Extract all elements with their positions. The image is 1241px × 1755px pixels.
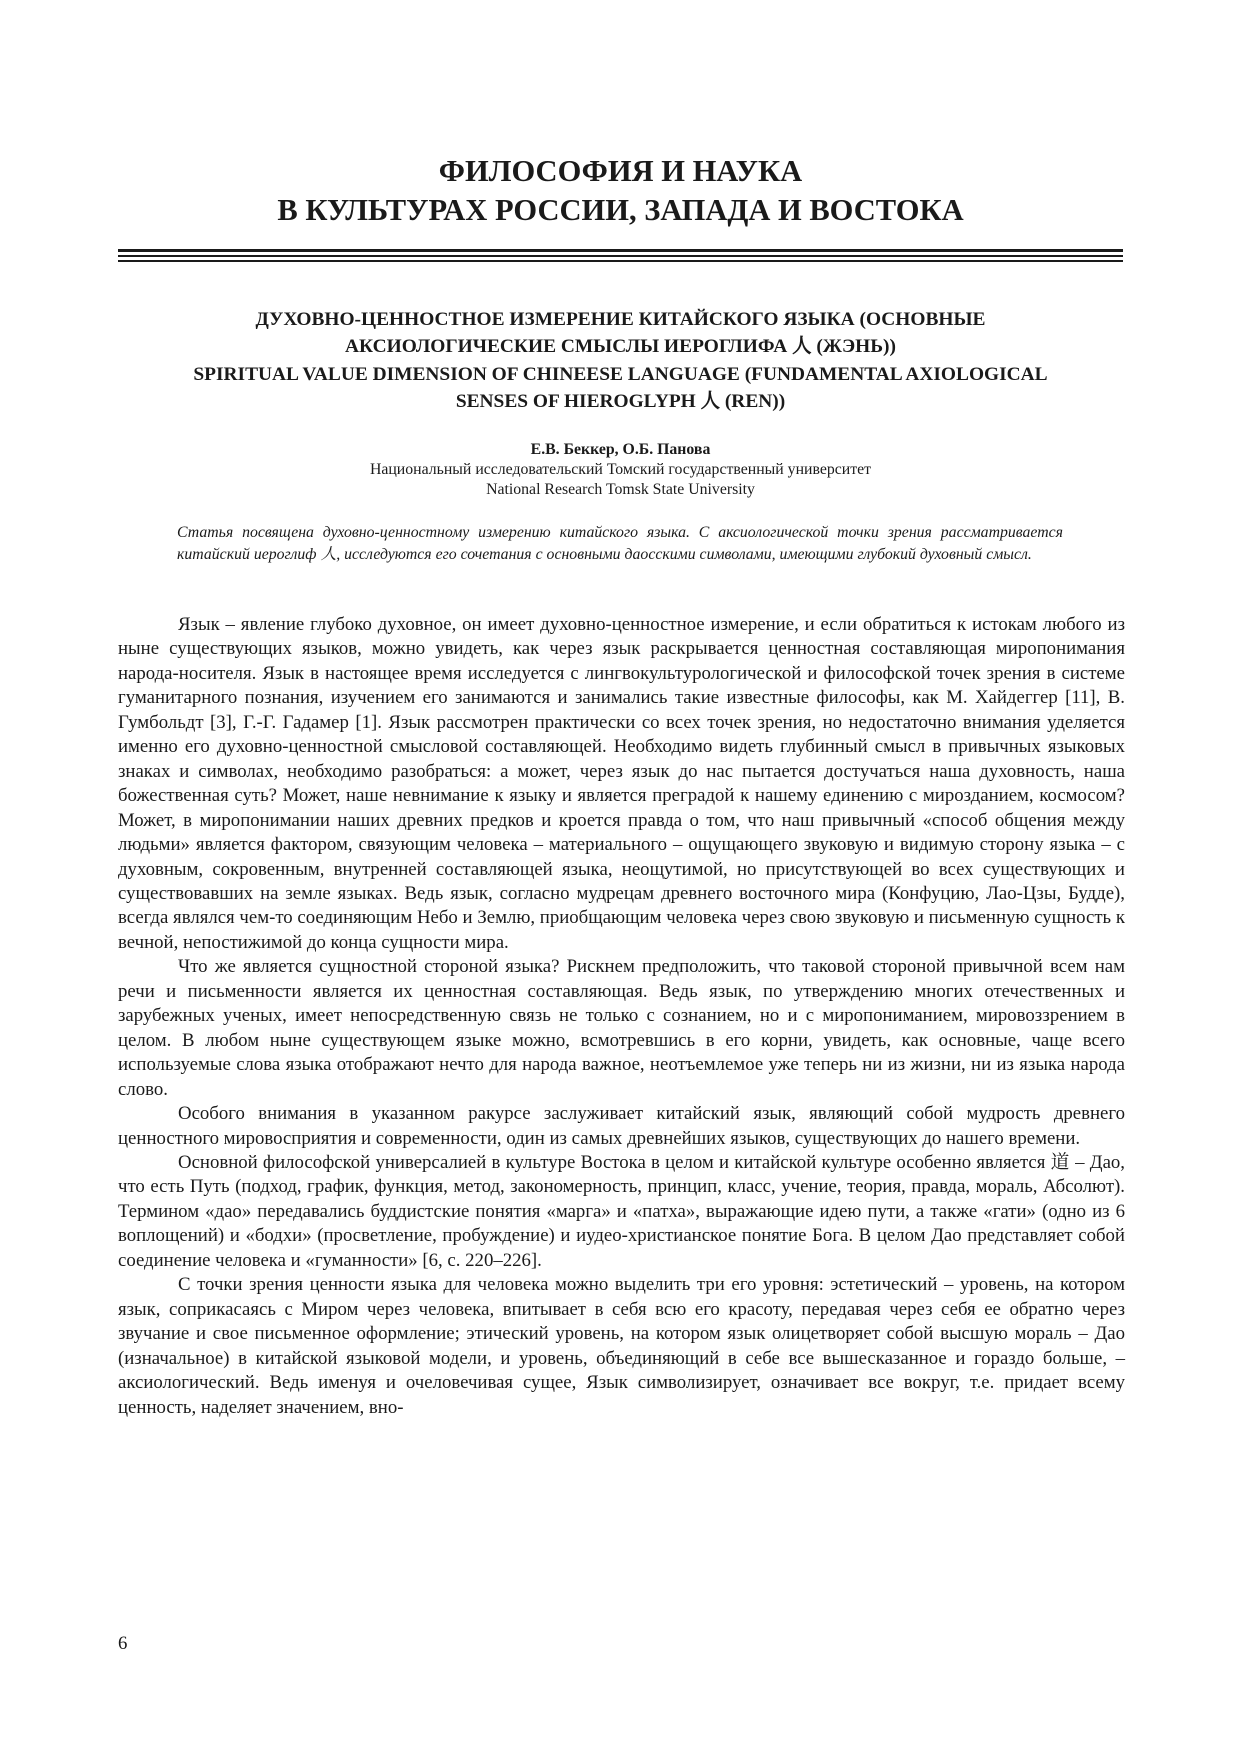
abstract: Статья посвящена духовно-ценностному измерению китайского языка. С аксиологической точки зрения рассматривается китайский иероглиф 人, исследуются его сочетания с основными даосскими символами, имеющими глубокий духовный смысл. — [177, 524, 1063, 563]
section-title-line1: ФИЛОСОФИЯ И НАУКА — [438, 154, 803, 188]
body-paragraph: Особого внимания в указанном ракурсе заслуживает китайский язык, являющий собой мудрость древнего ценностного мировосприятия и современности, один из самых древнейших языков, существующих до нашего времени. — [118, 1103, 1125, 1149]
author-block — [118, 440, 1123, 500]
affiliation-ru: Национальный исследовательский Томский государственный университет — [369, 461, 872, 478]
section-title-line2: В КУЛЬТУРАХ РОССИИ, ЗАПАДА И ВОСТОКА — [277, 193, 964, 227]
page-number: 6 — [118, 1633, 128, 1654]
article-title-ru-line1: ДУХОВНО-ЦЕННОСТНОЕ ИЗМЕРЕНИЕ КИТАЙСКОГО ЯЗЫКА (ОСНОВНЫЕ — [255, 309, 986, 330]
article-body — [118, 613, 1125, 1420]
affiliation-en: National Research Tomsk State University — [486, 481, 755, 498]
divider-rule — [118, 260, 1123, 262]
article-title-en-line2: SENSES OF HIEROGLYPH 人 (REN)) — [455, 390, 786, 412]
body-paragraph: Основной философской универсалией в культуре Востока в целом и китайской культуре особенно является 道 – Дао, что есть Путь (подход, график, функция, метод, закономерность, принцип, класс, учение, теория, правда, мораль, Абсолют). Термином «дао» передавались буддистские понятия «марга» и «патха», выражающие идею пути, а также «гати» (одно из 6 воплощений) и «бодхи» (просветление, пробуждение) и иудео-христианское понятие Бога. В целом Дао представляет собой соединение человека и «гуманности» [6, с. 220–226]. — [118, 1151, 1125, 1271]
section-title — [118, 152, 1123, 230]
author-names: Е.В. Беккер, О.Б. Панова — [530, 441, 711, 458]
body-paragraph: Что же является сущностной стороной языка? Рискнем предположить, что таковой стороной привычной всем нам речи и письменности является их ценностная составляющая. Ведь язык, по утверждению многих отечественных и зарубежных ученых, имеет непосредственную связь не только с сознанием, но и с миропониманием, мировоззрением в целом. В любом ныне существующем языке можно, всмотревшись в его корни, увидеть, как основные, чаще всего используемые слова языка отображают нечто для народа важное, неотъемлемое уже теперь ни из жизни, ни из языка народа слово. — [118, 956, 1125, 1100]
body-paragraph: С точки зрения ценности языка для человека можно выделить три его уровня: эстетический – уровень, на котором язык, соприкасаясь с Миром через человека, впитывает в себя всю его красоту, передавая через себя ее обратно через звучание и свое письменное оформление; этический уровень, на котором язык олицетворяет собой высшую мораль – Дао (изначальное) в китайской языковой модели, и уровень, объединяющий в себе все вышесказанное и гораздо больше, – аксиологический. Ведь именуя и очеловечивая сущее, Язык символизирует, означивает все вокруг, т.е. придает всему ценность, наделяет значением, вно- — [118, 1274, 1125, 1418]
body-paragraph: Язык – явление глубоко духовное, он имеет духовно-ценностное измерение, и если обратиться к истокам любого из ныне существующих языков, можно увидеть, как через язык раскрывается ценностная составляющая миропонимания народа-носителя. Язык в настоящее время исследуется с лингвокультурологической и философской точек зрения в системе гуманитарного познания, изучением его занимаются и занимались такие известные философы, как М. Хайдеггер [11], В. Гумбольдт [3], Г.-Г. Гадамер [1]. Язык рассмотрен практически со всех точек зрения, но недостаточно внимания уделяется именно его духовно-ценностной смысловой составляющей. Необходимо видеть глубинный смысл в привычных языковых знаках и символах, необходимо разобраться: а может, через язык до нас пытается достучаться наша духовность, наша божественная суть? Может, наше невнимание к языку и является преградой к нашему единению с мирозданием, космосом? Может, в миропонимании наших древних предков и кроется правда о том, что наш привычный «способ общения между людьми» является фактором, связующим человека – материального – ощущающего звуковую и видимую сторону языка – с духовным, сокровенным, внутренней составляющей языка, неощутимой, но присутствующей во всех существующих и существовавших на земле языках. Ведь язык, согласно мудрецам древнего восточного мира (Конфуцию, Лао-Цзы, Будде), всегда являлся чем-то соединяющим Небо и Землю, приобщающим человека через свою звуковую и письменную сущность к вечной, непостижимой до конца сущности мира. — [118, 614, 1125, 953]
article-title-ru-line2: АКСИОЛОГИЧЕСКИЕ СМЫСЛЫ ИЕРОГЛИФА 人 (ЖЭНЬ)) — [345, 336, 896, 358]
divider-rule — [118, 255, 1123, 257]
article-title — [118, 306, 1123, 415]
article-title-en-line1: SPIRITUAL VALUE DIMENSION OF CHINEESE LANGUAGE (FUNDAMENTAL AXIOLOGICAL — [193, 363, 1048, 385]
divider-rule — [118, 249, 1123, 252]
